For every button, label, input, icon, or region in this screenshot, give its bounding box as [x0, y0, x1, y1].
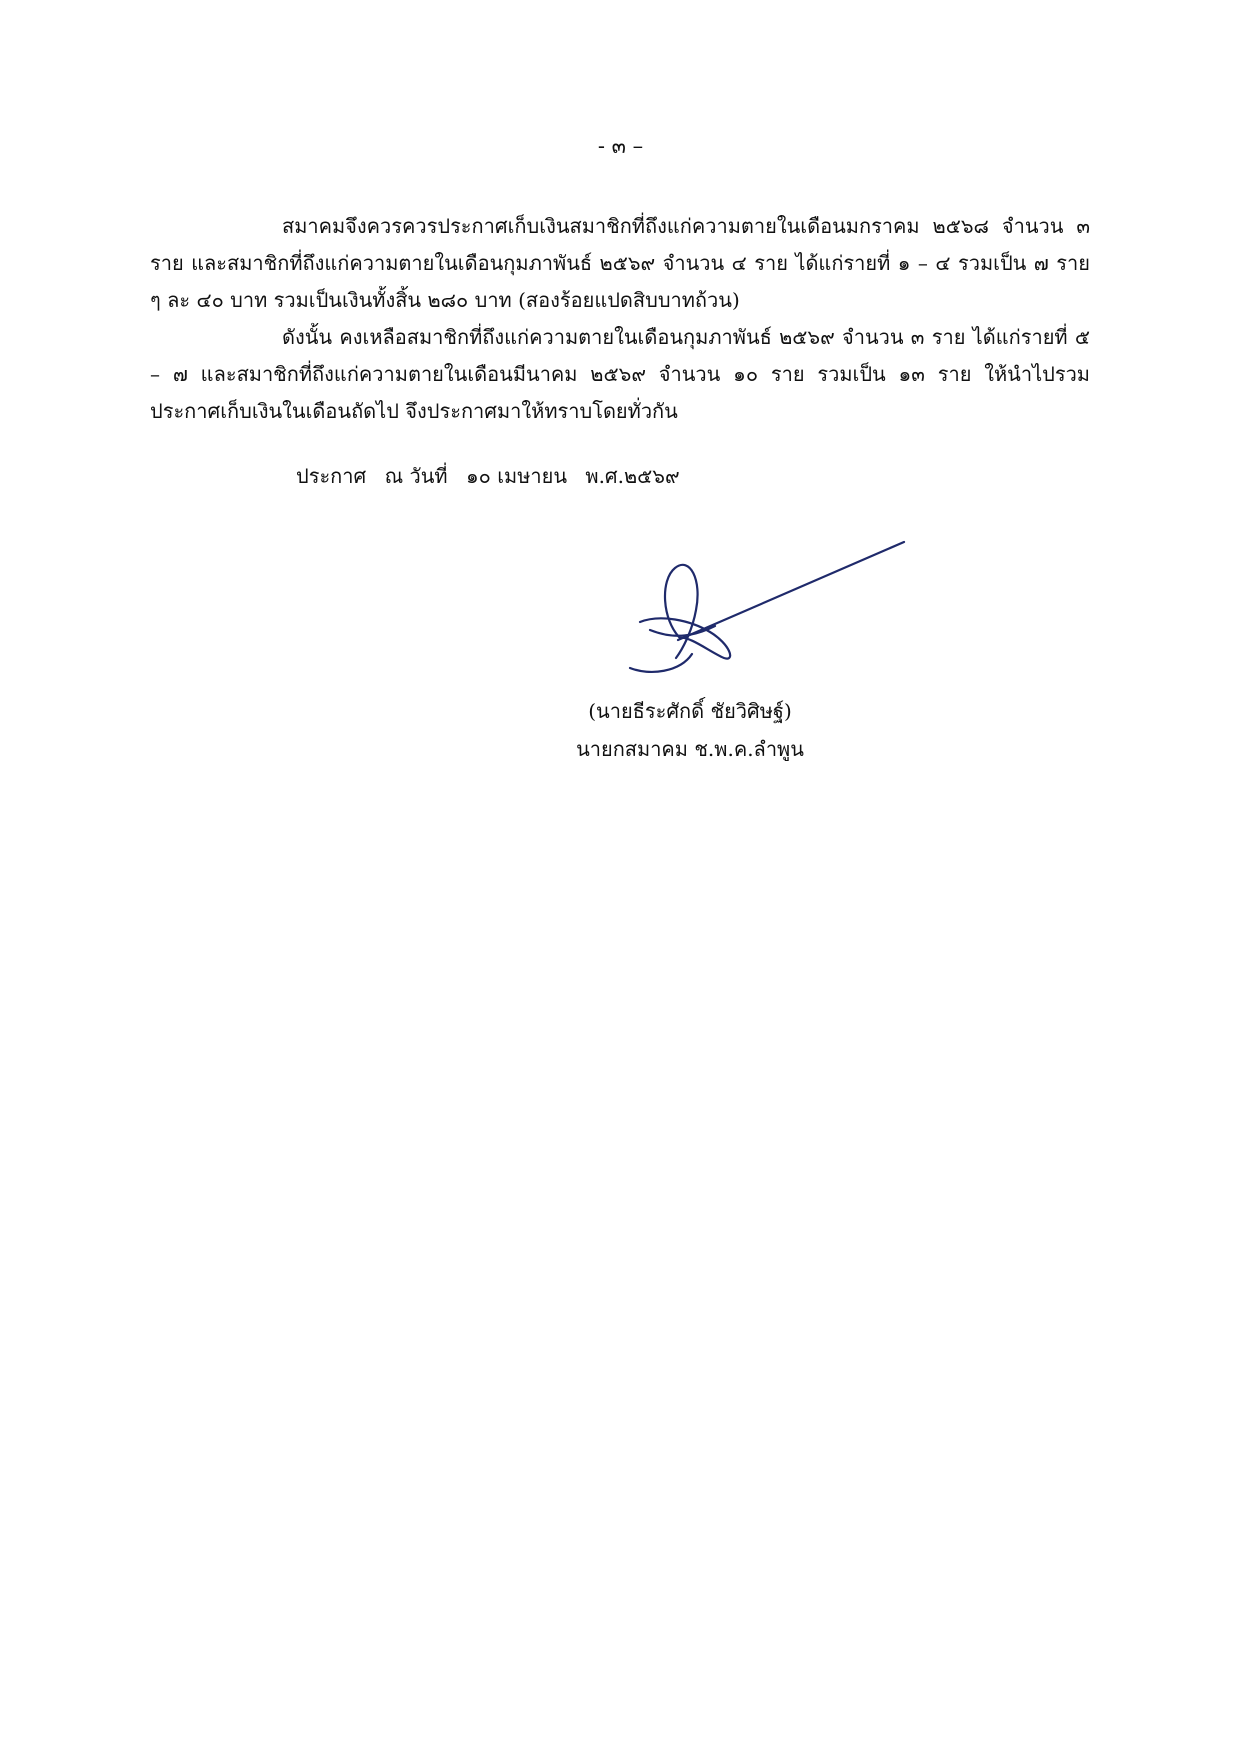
signer-title: นายกสมาคม ช.พ.ค.ลำพูน	[576, 737, 804, 761]
announcement-date-prefix: ณ วันที่	[384, 464, 448, 488]
announcement-label: ประกาศ	[296, 464, 367, 488]
announcement-date-line	[296, 460, 692, 492]
signature-hook-stroke	[630, 654, 692, 672]
signature-loop-stroke	[665, 565, 698, 658]
signer-name: (นายธีระศักดิ์ ชัยวิศิษฐ์)	[588, 699, 792, 723]
paragraph-collection-notice: สมาคมจึงควรควรประกาศเก็บเงินสมาชิกที่ถึงแก่ความตายในเดือนมกราคม ๒๕๖๘ จำนวน ๓ ราย และสมาชิกที่ถึงแก่ความตายในเดือนกุมภาพันธ์ ๒๕๖๙ จำนวน ๔ ราย ได้แก่รายที่ ๑ – ๔ รวมเป็น ๗ ราย ๆ ละ ๔๐ บาท รวมเป็นเงินทั้งสิ้น ๒๘๐ บาท (สองร้อยแปดสิบบาทถ้วน)	[150, 214, 1090, 312]
announcement-body	[150, 208, 1090, 430]
announcement-date: ๑๐ เมษายน	[465, 464, 568, 488]
paragraph-remaining-members: ดังนั้น คงเหลือสมาชิกที่ถึงแก่ความตายในเดือนกุมภาพันธ์ ๒๕๖๙ จำนวน ๓ ราย ได้แก่รายที่ ๕ – ๗ และสมาชิกที่ถึงแก่ความตายในเดือนมีนาคม ๒๕๖๙ จำนวน ๑๐ ราย รวมเป็น ๑๓ ราย ให้นำไปรวมประกาศเก็บเงินในเดือนถัดไป จึงประกาศมาให้ทราบโดยทั่วกัน	[150, 325, 1090, 423]
page-number: - ๓ –	[597, 134, 644, 158]
signature-tail-stroke	[678, 542, 904, 640]
handwritten-signature-icon	[620, 540, 920, 680]
announcement-year: พ.ศ.๒๕๖๙	[585, 464, 680, 488]
